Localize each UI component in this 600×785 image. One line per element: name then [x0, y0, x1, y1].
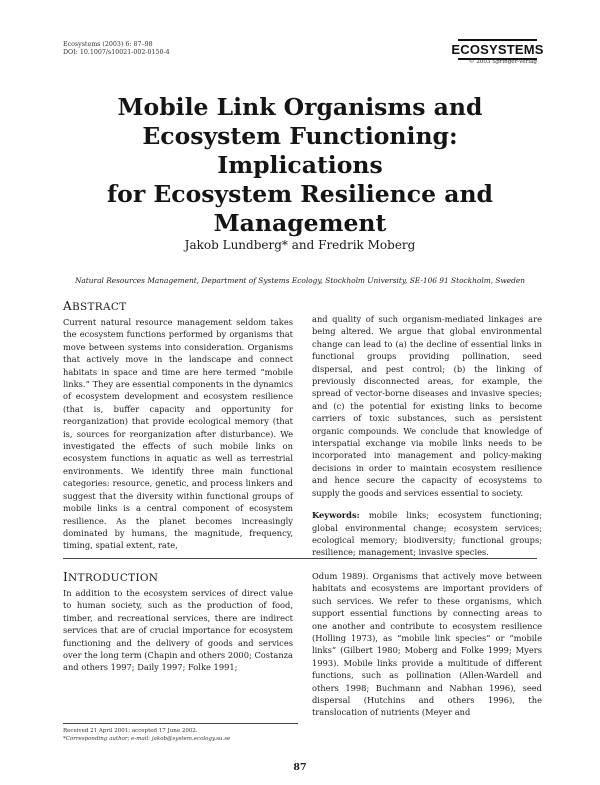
abstract-right-column — [312, 313, 542, 559]
abstract-text-left: Current natural resource management seldom takes the ecosystem functions performed by organisms that move between systems into consideration. Organisms that actively move in the landscape and connect habitats in space and time are here termed “mobile links.” They are essential components in the dynamics of ecosystem development and ecosystem resilience (that is, buffer capacity and opportunity for reorganization) that provide ecological memory (that is, sources for reorganization after disturbance). We investigated the effects of such mobile links on ecosystem functions in aquatic as well as terrestrial environments. We identify three main functional categories: resource, genetic, and process linkers and suggest that the diversity within functional groups of mobile links is a central component of ecosystem resilience. As the planet becomes increasingly dominated by humans, the magnitude, frequency, timing, spatial extent, rate, — [63, 317, 293, 551]
authors: Jakob Lundberg* and Fredrik Moberg — [184, 238, 416, 252]
introduction-heading: INTRODUCTION — [63, 570, 159, 584]
received-date: Received 21 April 2001; accepted 17 June 2002. — [63, 728, 198, 734]
keywords-text: mobile links; ecosystem functioning; global environmental change; ecosystem services; ecological memory; biodiversity; functional groups; resilience; management; invasive species. — [312, 510, 542, 558]
journal-logo: ECOSYSTEMS — [458, 39, 537, 60]
keywords-label: Keywords: — [312, 510, 360, 521]
footnote-rule — [63, 723, 298, 724]
title-line: Ecosystem Functioning: Implications — [142, 122, 458, 179]
introduction-text-left: In addition to the ecosystem services of direct value to human society, such as the production of food, timber, and recreational services, there are indirect services that are of crucial importance for ecosystem functioning and the delivery of goods and services over the long term (Chapin and others 2000; Costanza and others 1997; Daily 1997; Folke 1991; — [63, 588, 293, 673]
page-number: 87 — [293, 762, 307, 773]
corresponding-author: *Corresponding author; e-mail: jakob@system.ecology.su.se — [63, 736, 231, 742]
affiliation: Natural Resources Management, Department of Systems Ecology, Stockholm University, SE-106 91 Stockholm, Sweden — [74, 276, 526, 285]
introduction-right-column — [312, 570, 542, 719]
abstract-left-column — [63, 299, 293, 552]
section-divider — [63, 558, 537, 559]
journal-citation: Ecosystems (2003) 6: 87–98 — [63, 41, 153, 48]
abstract-heading: ABSTRACT — [63, 299, 127, 313]
keywords — [312, 509, 542, 559]
abstract-text-right: and quality of such organism-mediated linkages are being altered. We argue that global environmental change can lead to (a) the decline of essential links in functional groups providing pollination, seed dispersal, and pest control; (b) the linking of previously disconnected areas, for example, the spread of vector-borne diseases and invasive species; and (c) the potential for existing links to become carriers of toxic substances, such as persistent organic compounds. We conclude that knowledge of interspatial exchange via mobile links needs to be incorporated into management and policy-making decisions in order to maintain ecosystem resilience and hence secure the capacity of ecosystems to supply the goods and services essential to society. — [312, 314, 542, 498]
article-title — [60, 93, 540, 238]
title-line: Management — [213, 209, 387, 237]
journal-citation-block — [63, 41, 170, 57]
introduction-text-right: Odum 1989). Organisms that actively move between habitats and ecosystems are important providers of such services. We refer to these organisms, which support essential functions by connecting areas to one another and contribute to ecosystem resilience (Holling 1973), as “mobile link species” or “mobile links” (Gilbert 1980; Moberg and Folke 1999; Myers 1993). Mobile links provide a multitude of different functions, such as pollination (Allen-Wardell and others 1998; Buchmann and Nabhan 1996), seed dispersal (Hutchins and others 1996), the translocation of nutrients (Meyer and — [312, 571, 542, 718]
copyright: © 2003 Springer-Verlag — [468, 59, 537, 65]
doi: DOI: 10.1007/s10021-002-0150-4 — [63, 49, 170, 56]
title-line: Mobile Link Organisms and — [117, 93, 483, 121]
footnote — [63, 727, 298, 743]
title-line: for Ecosystem Resilience and — [107, 180, 493, 208]
introduction-left-column — [63, 570, 293, 674]
